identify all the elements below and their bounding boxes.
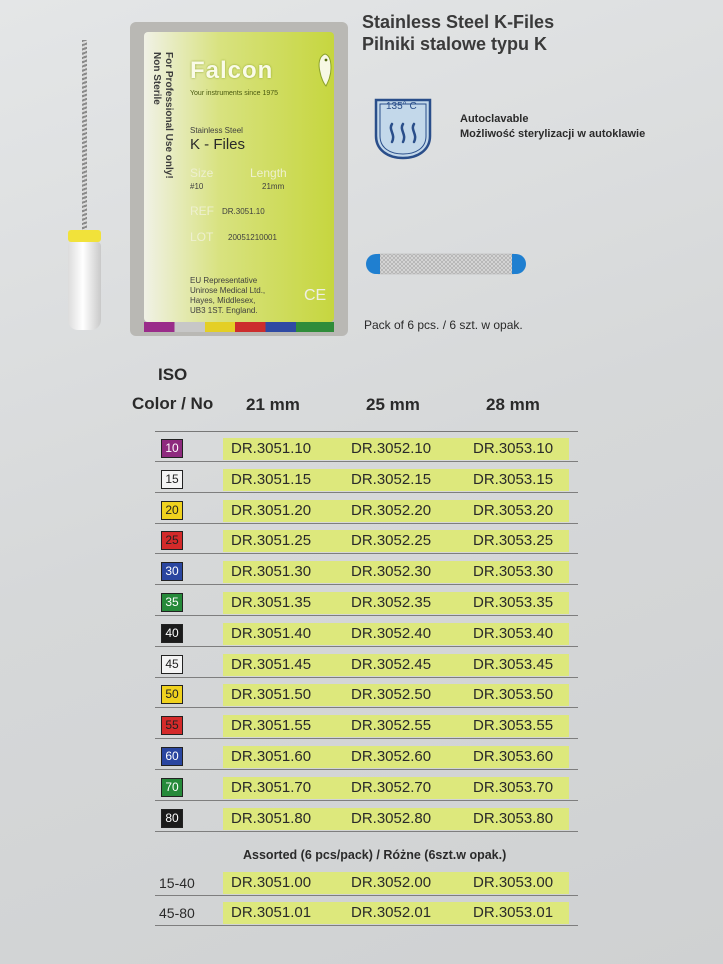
iso-color-swatch: 15 [161,470,183,489]
code-21mm: DR.3051.01 [231,904,312,921]
box-lot-value: 20051210001 [228,233,277,242]
iso-color-swatch: 40 [161,624,183,643]
code-21mm: DR.3051.40 [231,624,312,642]
code-21mm: DR.3051.55 [231,717,312,735]
column-header-25mm: 25 mm [366,395,420,414]
assorted-range: 15-40 [159,875,195,891]
code-21mm: DR.3051.25 [231,532,312,550]
code-25mm: DR.3052.70 [351,778,432,796]
code-28mm: DR.3053.30 [473,563,554,581]
code-21mm: DR.3051.35 [231,594,312,611]
code-21mm: DR.3051.30 [231,563,312,581]
box-size-label: Size [190,166,214,180]
box-side-line-2: Non Sterile [151,52,162,105]
code-28mm: DR.3053.60 [473,748,554,765]
table-row [155,617,578,647]
code-25mm: DR.3052.60 [351,748,432,765]
iso-header: ISO [158,365,188,384]
table-row [155,555,578,585]
ce-mark: CE [304,287,327,304]
code-28mm: DR.3053.50 [473,686,554,704]
code-28mm: DR.3053.45 [473,655,554,673]
box-material: Stainless Steel [190,126,243,135]
assorted-row [155,866,578,896]
table-row [155,740,578,770]
code-25mm: DR.3052.10 [351,440,432,457]
table-row [155,432,578,462]
box-length-value: 21mm [262,182,285,191]
code-25mm: DR.3052.45 [351,655,432,673]
table-row [155,771,578,801]
row-divider [155,925,578,926]
code-25mm: DR.3052.25 [351,532,432,550]
table-row [155,524,578,554]
code-25mm: DR.3052.35 [351,594,432,611]
code-25mm: DR.3052.30 [351,563,432,581]
product-subtitle: Pilniki stalowe typu K [362,34,548,54]
code-28mm: DR.3053.35 [473,594,554,611]
code-28mm: DR.3053.70 [473,778,554,796]
box-rep-line-2: Unirose Medical Ltd., [190,286,266,295]
table-row [155,678,578,708]
box-rep-line-1: EU Representative [190,276,258,285]
brand-logo: Falcon [190,57,274,84]
table-row [155,463,578,493]
iso-color-swatch: 80 [161,809,183,828]
iso-color-swatch: 50 [161,685,183,704]
pack-note: Pack of 6 pcs. / 6 szt. w opak. [364,318,523,332]
iso-color-swatch: 35 [161,593,183,612]
code-25mm: DR.3052.55 [351,717,432,735]
pack-capsule-icon [364,252,528,276]
code-21mm: DR.3051.80 [231,809,312,827]
assorted-title: Assorted (6 pcs/pack) / Różne (6szt.w opak.) [243,848,507,862]
box-ref-label: REF [190,204,214,218]
code-28mm: DR.3053.80 [473,809,554,827]
table-row [155,494,578,524]
color-no-header: Color / No [132,394,214,413]
box-ref-value: DR.3051.10 [222,207,265,216]
falcon-bird-icon [314,52,336,88]
code-21mm: DR.3051.50 [231,686,312,704]
autoclave-temperature: 135° C [386,101,417,112]
box-length-label: Length [250,166,287,180]
row-divider [155,831,578,832]
table-row [155,648,578,678]
iso-color-swatch: 25 [161,531,183,550]
code-28mm: DR.3053.25 [473,532,554,550]
code-21mm: DR.3051.00 [231,874,312,891]
iso-color-swatch: 20 [161,501,183,520]
code-25mm: DR.3052.50 [351,686,432,704]
product-box-image [130,22,348,336]
iso-color-swatch: 60 [161,747,183,766]
iso-color-swatch: 55 [161,716,183,735]
code-28mm: DR.3053.55 [473,717,554,735]
code-21mm: DR.3051.45 [231,655,312,673]
code-28mm: DR.3053.00 [473,874,554,891]
code-21mm: DR.3051.60 [231,748,312,765]
assorted-row [155,896,578,926]
code-21mm: DR.3051.15 [231,470,312,488]
k-file-instrument-image [60,40,110,340]
box-rep-line-3: Hayes, Middlesex, [190,296,256,305]
autoclavable-text-pl: Możliwość sterylizacji w autoklawie [460,128,646,140]
code-25mm: DR.3052.15 [351,470,432,488]
box-label [144,32,334,322]
assorted-range: 45-80 [159,905,195,921]
iso-color-swatch: 10 [161,439,183,458]
code-28mm: DR.3053.20 [473,501,554,519]
file-color-ring [68,230,101,242]
iso-color-swatch: 30 [161,562,183,581]
code-25mm: DR.3052.80 [351,809,432,827]
autoclavable-text-en: Autoclavable [460,113,529,125]
table-row [155,802,578,832]
code-28mm: DR.3053.01 [473,904,554,921]
code-21mm: DR.3051.70 [231,778,312,796]
box-color-strip [144,322,334,332]
file-handle [68,242,101,330]
table-row [155,709,578,739]
code-25mm: DR.3052.00 [351,874,432,891]
iso-color-swatch: 70 [161,778,183,797]
box-lot-label: LOT [190,230,214,244]
code-28mm: DR.3053.40 [473,624,554,642]
brand-tagline: Your instruments since 1975 [190,90,279,97]
box-product-name: K - Files [190,136,246,153]
box-rep-line-4: UB3 1ST. England. [190,306,258,315]
product-title: Stainless Steel K-Files [362,12,555,32]
iso-color-swatch: 45 [161,655,183,674]
box-side-text [150,52,174,179]
code-25mm: DR.3052.40 [351,624,432,642]
code-28mm: DR.3053.15 [473,470,554,488]
code-21mm: DR.3051.20 [231,501,312,519]
code-25mm: DR.3052.20 [351,501,432,519]
box-side-line-1: For Professional Use only! [163,52,174,179]
table-row [155,586,578,616]
column-header-21mm: 21 mm [246,395,300,414]
column-header-28mm: 28 mm [486,395,540,414]
code-25mm: DR.3052.01 [351,904,432,921]
code-28mm: DR.3053.10 [473,440,554,457]
box-size-value: #10 [190,182,204,191]
code-21mm: DR.3051.10 [231,440,312,457]
file-shaft [82,40,87,232]
